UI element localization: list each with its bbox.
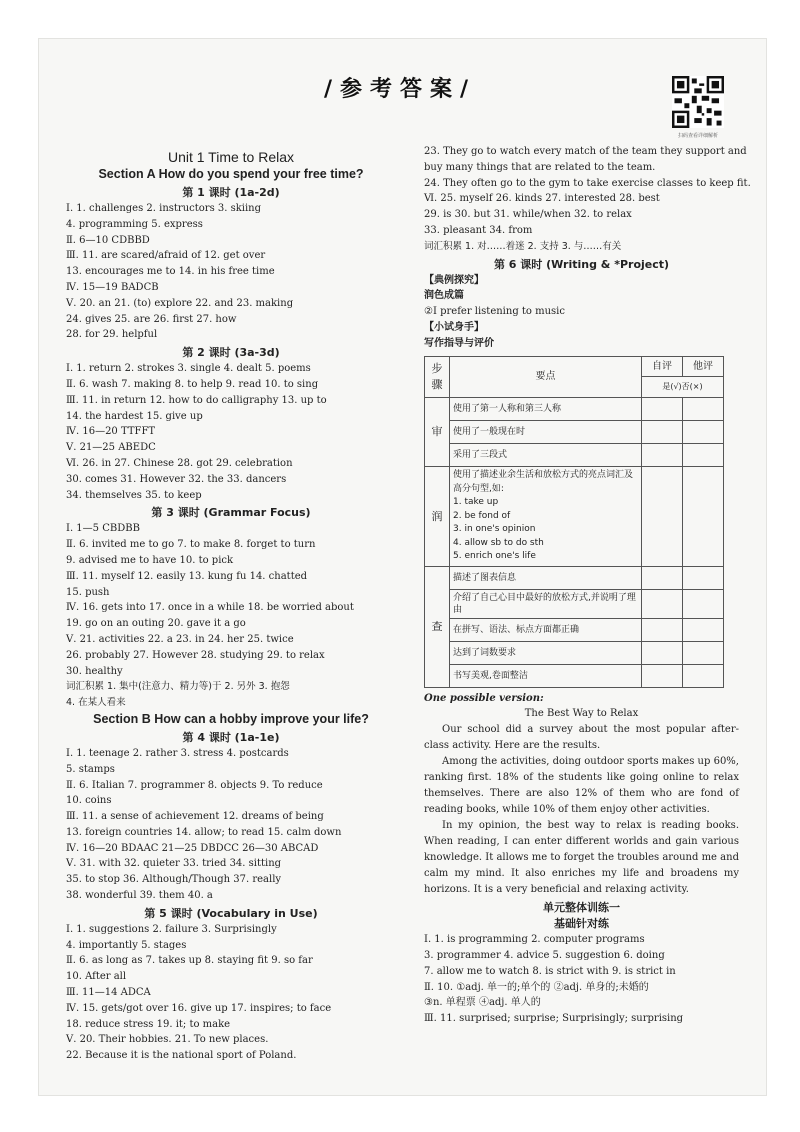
right-column	[424, 144, 751, 1027]
answer-line: Ⅰ. 1. challenges 2. instructors 3. skiing	[66, 203, 262, 214]
answer-line: Ⅳ. 16. gets into 17. once in a while 18. be worried about	[66, 602, 354, 614]
vocab-note: 4. 在某人看来	[66, 697, 126, 709]
table-header-peer: 他评	[683, 356, 724, 377]
peer-check-cell[interactable]	[683, 589, 724, 618]
lesson-2-title: 第 2 课时 (3a-3d)	[182, 346, 280, 360]
answer-line: 38. wonderful 39. them 40. a	[66, 890, 213, 902]
lesson-3-title: 第 3 课时 (Grammar Focus)	[151, 506, 311, 520]
answer-line: Ⅲ. 11—14 ADCA	[66, 987, 151, 999]
lesson-2-answers	[66, 361, 396, 503]
sample-label: One possible version:	[424, 692, 544, 704]
table-step: 查	[425, 566, 450, 687]
answer-line: Ⅰ. 1. return 2. strokes 3. single 4. dealt 5. poems	[66, 363, 311, 375]
answer-line: Ⅱ. 10. ①adj. 单一的;单个的 ②adj. 单身的;未婚的	[424, 981, 649, 993]
answer-line: 24. gives 25. are 26. first 27. how	[66, 313, 237, 325]
answer-line: 34. themselves 35. to keep	[66, 489, 202, 501]
answer-line: Ⅲ. 11. a sense of achievement 12. dreams of being	[66, 811, 324, 823]
guide-heading: 写作指导与评价	[424, 337, 494, 349]
section-b-title: Section B How can a hobby improve your life?	[93, 711, 369, 726]
table-point: 采用了三段式	[450, 444, 642, 467]
answer-line: Ⅴ. 21. activities 22. a 23. in 24. her 25. twice	[66, 633, 294, 645]
answer-line: 13. foreign countries 14. allow; to read 15. calm down	[66, 826, 342, 838]
peer-check-cell[interactable]	[683, 467, 724, 567]
self-check-cell[interactable]	[642, 664, 683, 687]
table-header-mark: 是(√)否(×)	[642, 377, 724, 398]
unit-title: Unit 1 Time to Relax	[167, 149, 295, 165]
table-header-points: 要点	[450, 356, 642, 398]
peer-check-cell[interactable]	[683, 641, 724, 664]
table-point: 使用了一般现在时	[450, 421, 642, 444]
answer-line: Ⅲ. 11. in return 12. how to do calligraphy 13. up to	[66, 394, 327, 406]
answer-line: 30. healthy	[66, 665, 123, 677]
answer-line: Ⅳ. 15—19 BADCB	[66, 281, 159, 293]
peer-check-cell[interactable]	[683, 421, 724, 444]
answer-line: 15. push	[66, 586, 110, 598]
answer-line: 5. stamps	[66, 763, 115, 775]
polish-answer: ②I prefer listening to music	[424, 306, 565, 318]
answer-line: Ⅳ. 16—20 TTFFT	[66, 426, 156, 438]
answer-line: Ⅴ. 21—25 ABEDC	[66, 442, 156, 454]
peer-check-cell[interactable]	[683, 444, 724, 467]
table-point: 书写美观,卷面整洁	[450, 664, 642, 687]
self-check-cell[interactable]	[642, 618, 683, 641]
answer-line: 35. to stop 36. Although/Though 37. really	[66, 874, 282, 886]
peer-check-cell[interactable]	[683, 618, 724, 641]
answer-line: Ⅱ. 6. as long as 7. takes up 8. staying fit 9. so far	[66, 955, 313, 967]
answer-line: 30. comes 31. However 32. the 33. dancers	[66, 473, 287, 485]
answer-line: 13. encourages me to 14. in his free time	[66, 266, 275, 278]
answer-line: 19. go on an outing 20. gave it a go	[66, 618, 246, 630]
table-step: 润	[425, 467, 450, 567]
answer-line: 4. importantly 5. stages	[66, 939, 187, 951]
left-column	[66, 144, 396, 1064]
answer-line: 22. Because it is the national sport of Poland.	[66, 1050, 297, 1062]
practice-heading: 【小试身手】	[424, 321, 484, 333]
example-heading: 【典例探究】	[424, 274, 484, 286]
self-check-cell[interactable]	[642, 589, 683, 618]
table-point-item: 4. allow sb to do sth	[453, 537, 544, 548]
answer-line: Ⅰ. 1. suggestions 2. failure 3. Surprisingly	[66, 923, 277, 935]
lesson-4-title: 第 4 课时 (1a-1e)	[182, 730, 280, 744]
table-step: 审	[425, 398, 450, 467]
table-point-item: 2. be fond of	[453, 510, 511, 521]
answer-line: Ⅰ. 1—5 CBDBB	[66, 523, 140, 535]
answer-line: 7. allow me to watch 8. is strict with 9. is strict in	[424, 965, 676, 977]
answer-line: Ⅴ. 20. an 21. (to) explore 22. and 23. making	[66, 297, 294, 309]
answer-line: 33. pleasant 34. from	[424, 224, 533, 236]
answer-line: buy many things that are related to the team.	[424, 161, 656, 173]
vocab-note: 词汇积累 1. 对……着迷 2. 支持 3. 与……有关	[424, 240, 622, 252]
qr-caption: 扫码查看详细解析	[677, 133, 718, 139]
answer-line: Ⅳ. 16—20 BDAAC 21—25 DBDCC 26—30 ABCAD	[66, 842, 319, 854]
essay-paragraph: Among the activities, doing outdoor sports makes up 60%, ranking first. 18% of the students like going online to relax themselves. There are also 12% of them who are fond of reading books, while 10% of them enjoy other activities.	[424, 756, 739, 816]
lesson-4-answers	[66, 746, 396, 904]
answer-line: 14. the hardest 15. give up	[66, 410, 203, 422]
table-point: 使用了第一人称和第三人称	[450, 398, 642, 421]
table-point: 达到了词数要求	[450, 641, 642, 664]
answer-line: 3. programmer 4. advice 5. suggestion 6. doing	[424, 950, 665, 962]
answer-line: Ⅰ. 1. is programming 2. computer programs	[424, 934, 645, 946]
table-point-item: 1. take up	[453, 497, 499, 508]
peer-check-cell[interactable]	[683, 664, 724, 687]
table-point: 描述了图表信息	[450, 566, 642, 589]
table-point-intro: 使用了描述业余生活和放松方式的亮点词汇及高分句型,如:	[453, 470, 634, 494]
answer-line: Ⅵ. 26. in 27. Chinese 28. got 29. celebration	[66, 457, 293, 469]
table-header-step: 步骤	[425, 356, 450, 398]
answer-line: 18. reduce stress 19. it; to make	[66, 1018, 231, 1030]
lesson-1-answers	[66, 201, 396, 343]
unit-test-answers	[424, 932, 739, 1027]
self-check-cell[interactable]	[642, 467, 683, 567]
answer-line: Ⅲ. 11. are scared/afraid of 12. get over	[66, 250, 266, 262]
lesson-5-answers	[66, 922, 396, 1064]
answer-line: Ⅱ. 6. invited me to go 7. to make 8. forget to turn	[66, 539, 316, 551]
answer-line: 9. advised me to have 10. to pick	[66, 554, 234, 566]
answer-line: 4. programming 5. express	[66, 218, 203, 230]
essay-paragraph: In my opinion, the best way to relax is reading books. When reading, I can enter different worlds and gain various knowledge. It allows me to forget the troubles around me and calm my mind. It also enriches my life and broadens my horizons. It is a very beneficial and relaxing activity.	[424, 820, 739, 896]
basic-practice-title: 基础针对练	[554, 917, 609, 931]
self-check-cell[interactable]	[642, 398, 683, 421]
answer-line: Ⅰ. 1. teenage 2. rather 3. stress 4. postcards	[66, 747, 289, 759]
lesson-6-title: 第 6 课时 (Writing & *Project)	[493, 257, 670, 271]
table-header-self: 自评	[642, 356, 683, 377]
peer-check-cell[interactable]	[683, 566, 724, 589]
answer-line: Ⅱ. 6. wash 7. making 8. to help 9. read 10. to sing	[66, 378, 319, 390]
lesson-3-answers	[66, 521, 396, 711]
answer-line: 24. They often go to the gym to take exercise classes to keep fit.	[424, 177, 751, 189]
answer-line: Ⅴ. 20. Their hobbies. 21. To new places.	[66, 1034, 269, 1046]
answer-line: 26. probably 27. However 28. studying 29. to relax	[66, 649, 325, 661]
answer-line: Ⅵ. 25. myself 26. kinds 27. interested 28. best	[424, 193, 660, 205]
evaluation-table	[424, 356, 724, 688]
section-a-title: Section A How do you spend your free time?	[98, 167, 364, 181]
self-check-cell[interactable]	[642, 566, 683, 589]
answer-line: Ⅴ. 31. with 32. quieter 33. tried 34. sitting	[66, 858, 282, 870]
qr-code-icon[interactable]	[672, 76, 724, 128]
self-check-cell[interactable]	[642, 421, 683, 444]
unit-test-title: 单元整体训练一	[543, 901, 620, 915]
peer-check-cell[interactable]	[683, 398, 724, 421]
table-point: 在拼写、语法、标点方面都正确	[450, 618, 642, 641]
answer-line: 23. They go to watch every match of the team they support and	[424, 146, 747, 157]
answer-line: 28. for 29. helpful	[66, 329, 158, 341]
essay-title: The Best Way to Relax	[524, 708, 639, 720]
answer-line: Ⅱ. 6—10 CDBBD	[66, 234, 150, 246]
polish-heading: 润色成篇	[424, 290, 464, 302]
answer-line: Ⅲ. 11. surprised; surprise; Surprisingly; surprising	[424, 1013, 684, 1025]
lesson-5-continued	[424, 144, 751, 255]
answer-line: 10. After all	[66, 971, 127, 983]
essay-paragraph: Our school did a survey about the most popular after-class activity. Here are the results.	[424, 724, 739, 752]
lesson-1-title: 第 1 课时 (1a-2d)	[182, 186, 280, 199]
self-check-cell[interactable]	[642, 641, 683, 664]
answer-line: Ⅱ. 6. Italian 7. programmer 8. objects 9. To reduce	[66, 779, 323, 791]
sample-essay	[424, 706, 739, 898]
lesson-5-title: 第 5 课时 (Vocabulary in Use)	[144, 906, 318, 920]
table-point-item: 5. enrich one's life	[453, 551, 536, 562]
answer-line: 10. coins	[66, 795, 112, 807]
answer-line: ③n. 单程票 ④adj. 单人的	[424, 997, 541, 1009]
self-check-cell[interactable]	[642, 444, 683, 467]
table-point-item: 3. in one's opinion	[453, 524, 536, 535]
answer-line: 29. is 30. but 31. while/when 32. to relax	[424, 209, 632, 221]
answer-line: Ⅲ. 11. myself 12. easily 13. kung fu 14. chatted	[66, 570, 308, 582]
table-point	[450, 467, 642, 567]
page-title: /参考答案/	[323, 77, 477, 102]
answer-line: Ⅳ. 15. gets/got over 16. give up 17. inspires; to face	[66, 1002, 332, 1014]
vocab-note: 词汇积累 1. 集中(注意力、精力等)于 2. 另外 3. 抱怨	[66, 681, 290, 693]
table-point: 介绍了自己心目中最好的放松方式,并说明了理由	[450, 589, 642, 618]
